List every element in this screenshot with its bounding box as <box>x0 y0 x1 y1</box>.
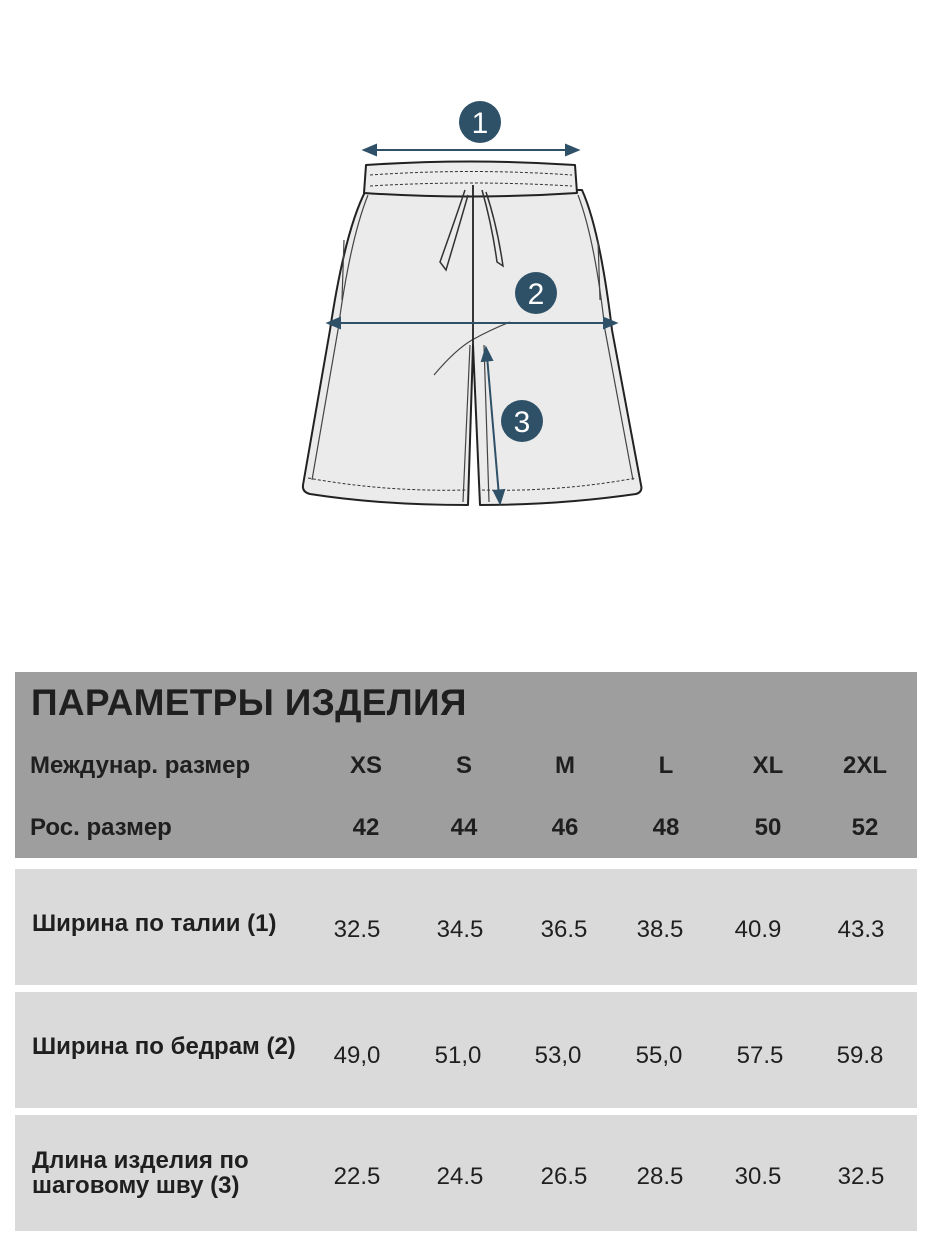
ru-size-48: 48 <box>652 814 680 841</box>
marker-2 <box>515 272 557 314</box>
size-xl: XL <box>752 752 784 779</box>
size-2xl: 2XL <box>842 752 887 779</box>
intl-size-row <box>15 744 917 784</box>
hip-width-row <box>15 992 917 1108</box>
size-m: M <box>555 752 575 779</box>
row-label: Ширина по талии (1) <box>32 910 277 937</box>
row-label <box>32 1148 249 1198</box>
value-cell: 30.5 <box>734 1163 782 1190</box>
ru-size-row <box>15 806 917 846</box>
value-cell: 28.5 <box>636 1163 684 1190</box>
intl-size-label: Междунар. размер <box>30 752 251 779</box>
value-cell: 34.5 <box>436 916 484 943</box>
shorts-measurement-diagram <box>290 95 660 515</box>
value-cell: 36.5 <box>540 916 588 943</box>
row-label-line-2: шаговому шву (3) <box>32 1172 240 1199</box>
waist-width-row <box>15 869 917 985</box>
value-cell: 43.3 <box>837 916 885 943</box>
value-cell: 22.5 <box>333 1163 381 1190</box>
value-cell: 49,0 <box>333 1042 381 1069</box>
svg-text:2: 2 <box>527 278 545 311</box>
value-cell: 53,0 <box>534 1042 582 1069</box>
svg-text:3: 3 <box>513 406 531 439</box>
ru-size-50: 50 <box>754 814 782 841</box>
value-cell: 40.9 <box>734 916 782 943</box>
value-cell: 59.8 <box>836 1042 884 1069</box>
ru-size-42: 42 <box>352 814 380 841</box>
ru-size-label: Рос. размер <box>30 814 172 841</box>
size-xs: XS <box>349 752 382 779</box>
ru-size-44: 44 <box>450 814 478 841</box>
svg-text:1: 1 <box>471 107 489 140</box>
value-cell: 38.5 <box>636 916 684 943</box>
waist-measure-arrow <box>364 145 578 155</box>
marker-1 <box>459 101 501 143</box>
value-cell: 51,0 <box>434 1042 482 1069</box>
size-l: L <box>658 752 674 779</box>
marker-3 <box>501 400 543 442</box>
ru-size-46: 46 <box>551 814 579 841</box>
value-cell: 26.5 <box>540 1163 588 1190</box>
value-cell: 55,0 <box>635 1042 683 1069</box>
size-s: S <box>455 752 472 779</box>
table-title: ПАРАМЕТРЫ ИЗДЕЛИЯ <box>31 682 467 723</box>
value-cell: 24.5 <box>436 1163 484 1190</box>
ru-size-52: 52 <box>851 814 879 841</box>
row-label-line-1: Длина изделия по <box>32 1147 249 1174</box>
value-cell: 32.5 <box>837 1163 885 1190</box>
value-cell: 32.5 <box>333 916 381 943</box>
value-cell: 57.5 <box>736 1042 784 1069</box>
row-label: Ширина по бедрам (2) <box>32 1033 296 1060</box>
inseam-length-row <box>15 1115 917 1231</box>
size-table-header <box>15 672 917 858</box>
